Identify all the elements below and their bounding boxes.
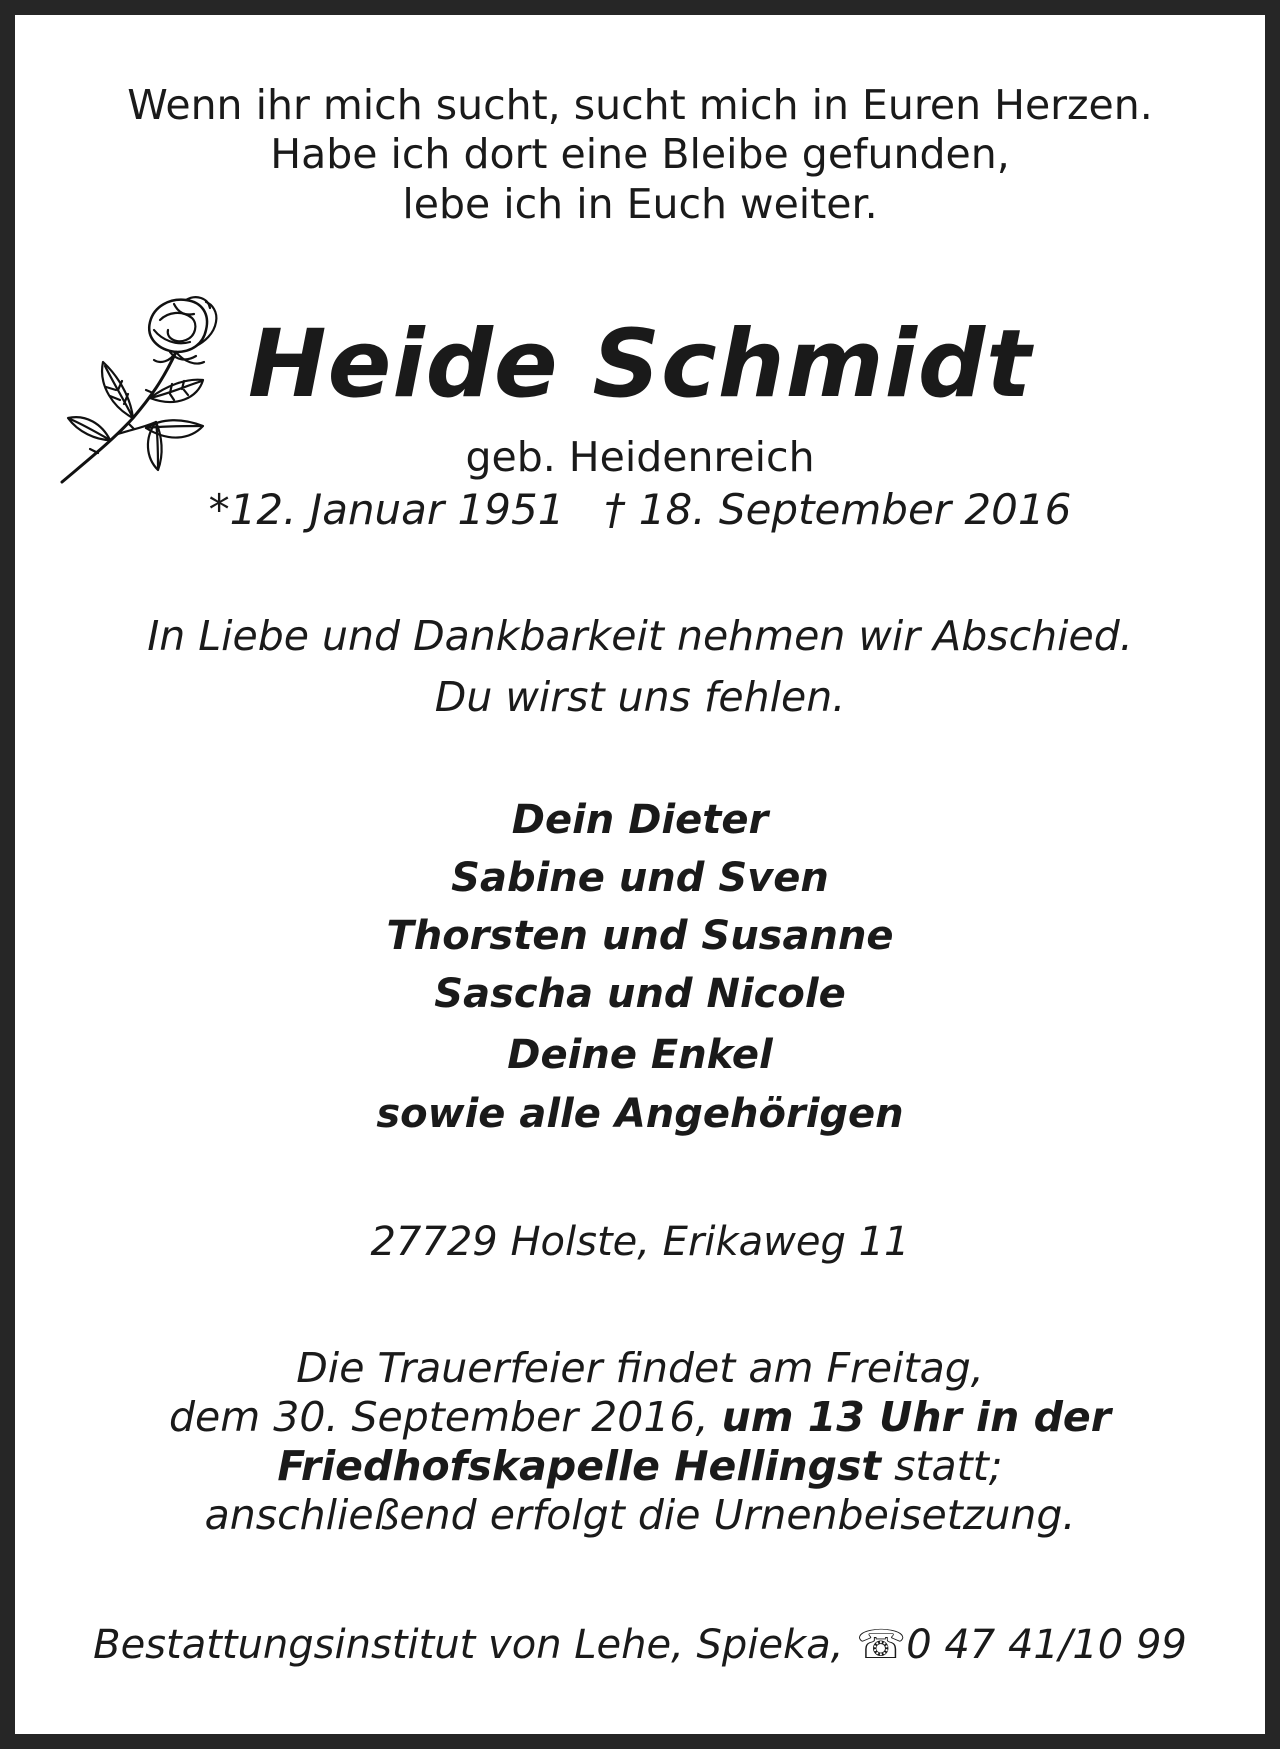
motto-line-3: lebe ich in Euch weiter.	[402, 180, 878, 228]
mourner-1: Dein Dieter	[511, 797, 769, 843]
life-dates	[0, 485, 1280, 534]
farewell-line-2: Du wirst uns fehlen.	[434, 673, 846, 721]
service-time: um 13 Uhr in der	[721, 1393, 1111, 1441]
motto-line-1: Wenn ihr mich sucht, sucht mich in Euren Herzen.	[127, 81, 1153, 129]
death-date: † 18. September 2016	[604, 485, 1072, 534]
motto-line-2: Habe ich dort eine Bleibe gefunden,	[270, 130, 1010, 178]
service-statt: statt;	[881, 1442, 1003, 1490]
mourner-4: Sascha und Nicole	[434, 971, 846, 1017]
undertaker-phone: 0 47 41/10 99	[906, 1622, 1187, 1668]
deceased-name: Heide Schmidt	[247, 310, 1033, 419]
phone-icon: ☏	[856, 1622, 907, 1668]
family-address: 27729 Holste, Erikaweg 11	[370, 1219, 910, 1265]
mourner-6: sowie alle Angehörigen	[376, 1091, 904, 1137]
mourner-5: Deine Enkel	[507, 1032, 773, 1078]
service-line-4: anschließend erfolgt die Urnenbeisetzung.	[204, 1491, 1076, 1539]
mourner-2: Sabine und Sven	[451, 855, 829, 901]
undertaker-line	[0, 1622, 1280, 1668]
birth-name: geb. Heidenreich	[465, 433, 815, 481]
mourner-3: Thorsten und Susanne	[386, 913, 894, 959]
service-date: dem 30. September 2016,	[169, 1393, 722, 1441]
service-line-3	[0, 1442, 1280, 1490]
farewell-line-1: In Liebe und Dankbarkeit nehmen wir Abschied.	[147, 612, 1133, 660]
service-line-1: Die Trauerfeier findet am Freitag,	[296, 1344, 984, 1392]
undertaker-name: Bestattungsinstitut von Lehe, Spieka,	[93, 1622, 844, 1668]
service-line-2	[0, 1393, 1280, 1441]
service-location: Friedhofskapelle Hellingst	[277, 1442, 882, 1490]
birth-date: *12. Januar 1951	[208, 485, 565, 534]
